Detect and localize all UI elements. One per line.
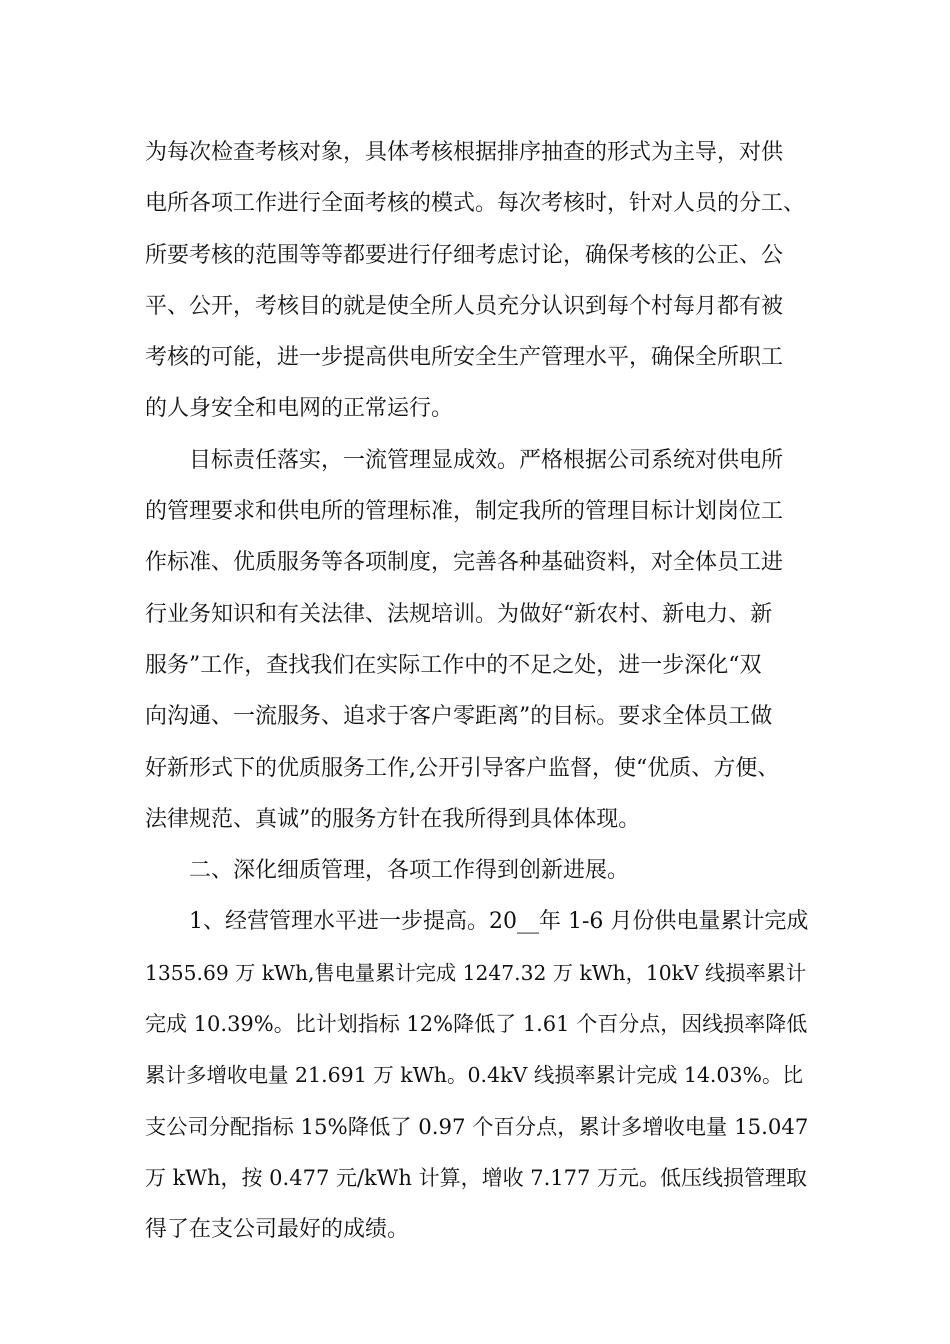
text-line: 服务”工作，查找我们在实际工作中的不足之处，进一步深化“双: [145, 652, 762, 678]
text-line: 完成 10.39%。比计划指标 12%降低了 1.61 个百分点，因线损率降低: [145, 1012, 808, 1037]
text-line: 得了在支公司最好的成绩。: [145, 1217, 410, 1243]
text-line: 向沟通、一流服务、追求于客户零距离”的目标。要求全体员工做: [145, 704, 773, 730]
text-line: 1355.69 万 kWh,售电量累计完成 1247.32 万 kWh，10kV 线损率累计: [145, 960, 807, 985]
section-heading: 二、深化细质管理，各项工作得到创新进展。: [189, 858, 630, 884]
text-line: 行业务知识和有关法律、法规培训。为做好“新农村、新电力、新: [145, 601, 773, 627]
text-line: 法律规范、真诚”的服务方针在我所得到具体体现。: [145, 806, 641, 832]
paragraph-first-line: 目标责任落实，一流管理显成效。严格根据公司系统对供电所: [189, 447, 784, 473]
text-line: 所要考核的范围等等都要进行仔细考虑讨论，确保考核的公正、公: [145, 242, 784, 268]
text-line: 平、公开，考核目的就是使全所人员充分认识到每个村每月都有被: [145, 293, 784, 319]
text-line: 考核的可能，进一步提高供电所安全生产管理水平，确保全所职工: [145, 345, 784, 371]
paragraph-first-line: 1、经营管理水平进一步提高。20__年 1-6 月份供电量累计完成: [189, 909, 809, 935]
text-line: 作标准、优质服务等各项制度，完善各种基础资料，对全体员工进: [145, 550, 784, 576]
text-line: 电所各项工作进行全面考核的模式。每次考核时，针对人员的分工、: [145, 191, 806, 217]
text-line: 好新形式下的优质服务工作,公开引导客户监督，使“优质、方便、: [145, 755, 780, 781]
document-body: [145, 127, 810, 1256]
text-line: 的管理要求和供电所的管理标准，制定我所的管理目标计划岗位工: [145, 499, 784, 525]
text-line: 累计多增收电量 21.691 万 kWh。0.4kV 线损率累计完成 14.03%。比: [145, 1063, 804, 1088]
text-line: 万 kWh，按 0.477 元/kWh 计算，增收 7.177 万元。低压线损管理取: [145, 1165, 808, 1190]
text-line: 的人身安全和电网的正常运行。: [145, 396, 454, 422]
text-line: 为每次检查考核对象，具体考核根据排序抽查的形式为主导，对供: [145, 140, 784, 165]
text-line: 支公司分配指标 15%降低了 0.97 个百分点，累计多增收电量 15.047: [145, 1114, 809, 1140]
